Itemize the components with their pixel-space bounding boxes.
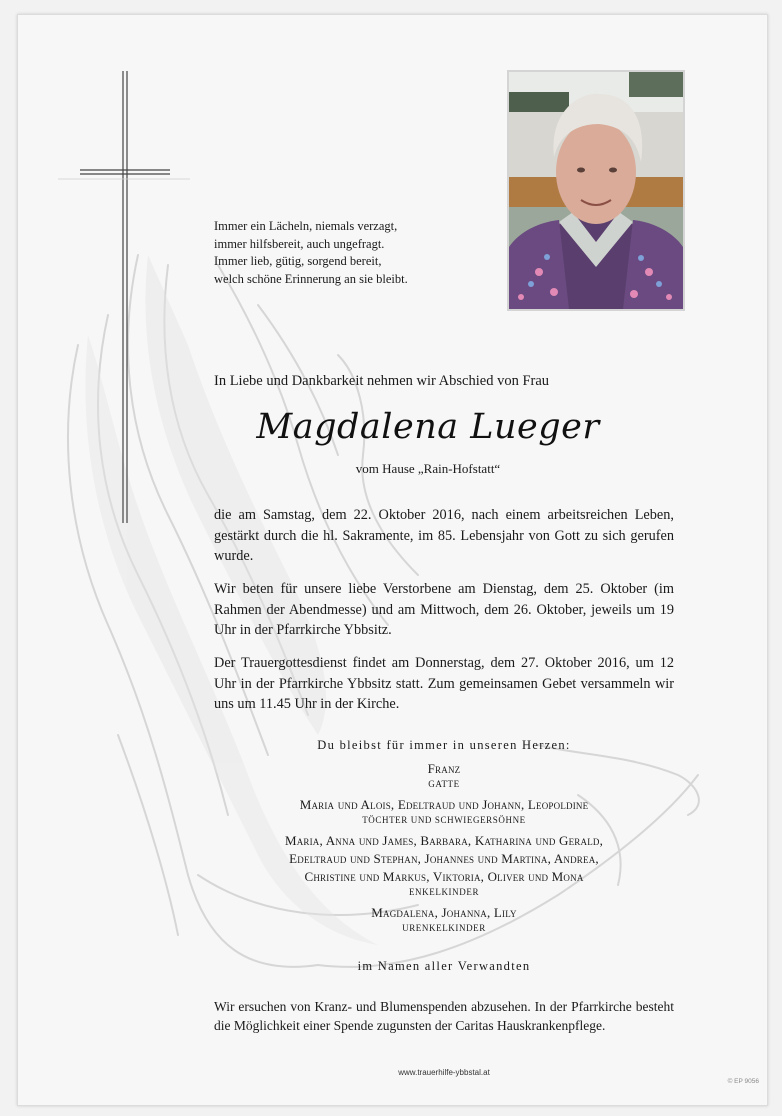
house-name: vom Hause „Rain-Hofstatt“	[355, 461, 501, 476]
family-relation: ENKELKINDER	[408, 887, 480, 897]
funeral-paragraph: Der Trauergottesdienst findet am Donnerstag, dem 27. Oktober 2016, um 12 Uhr in der Pfarrkirche Ybbsitz statt. Zum gemeinsamen Gebet versammeln wir uns um 11.45 Uhr in der Kirche.	[214, 655, 674, 712]
family-relation: GATTE	[428, 779, 460, 789]
prayer-paragraph: Wir beten für unsere liebe Verstorbene am Dienstag, dem 25. Oktober (im Rahmen der Abendmesse) und am Mittwoch, dem 26. Oktober, jeweils um 19 Uhr in der Pfarrkirche Ybbsitz.	[214, 581, 674, 638]
portrait-photo	[507, 70, 685, 311]
poem-line: Immer ein Lächeln, niemals verzagt,	[214, 219, 398, 233]
cross-icon	[18, 15, 218, 535]
family-names: Magdalena, Johanna, Lily	[371, 905, 517, 920]
mourners-list	[214, 760, 674, 940]
family-names: Edeltraud und Stephan, Johannes und Martina, Andrea,	[289, 851, 599, 866]
family-names: Maria und Alois, Edeltraud und Johann, Leopoldine	[299, 797, 589, 812]
family-relation: URENKELKINDER	[402, 923, 486, 933]
family-names: Christine und Markus, Viktoria, Oliver und Mona	[304, 869, 584, 884]
poem-line: Immer lieb, gütig, sorgend bereit,	[214, 254, 382, 268]
donation-request: Wir ersuchen von Kranz- und Blumenspenden abzusehen. In der Pfarrkirche besteht die Möglichkeit einer Spende zugunsten der Caritas Hauskrankenpflege.	[214, 999, 674, 1033]
template-code: © EP 9056	[727, 1078, 759, 1085]
website-link[interactable]: www.trauerhilfe-ybbstal.at	[398, 1068, 490, 1077]
deceased-name: Magdalena Lueger	[256, 407, 600, 447]
family-names: Franz	[427, 761, 461, 776]
family-names: Maria, Anna und James, Barbara, Katharina und Gerald,	[284, 833, 604, 848]
family-relation: TÖCHTER UND SCHWIEGERSÖHNE	[362, 815, 526, 825]
memorial-poem	[214, 218, 474, 288]
poem-line: welch schöne Erinnerung an sie bleibt.	[214, 271, 408, 286]
death-paragraph: die am Samstag, dem 22. Oktober 2016, nach einem arbeitsreichen Leben, gestärkt durch die hl. Sakramente, im 85. Lebensjahr von Gott zu sich gerufen wurde.	[214, 507, 674, 564]
relatives-line: im Namen aller Verwandten	[357, 959, 531, 973]
poem-line: immer hilfsbereit, auch ungefragt.	[214, 236, 385, 251]
remembrance-line: Du bleibst für immer in unseren Herzen:	[317, 738, 571, 752]
obituary-sheet	[17, 14, 768, 1106]
intro-text: In Liebe und Dankbarkeit nehmen wir Abschied von Frau	[214, 373, 550, 389]
